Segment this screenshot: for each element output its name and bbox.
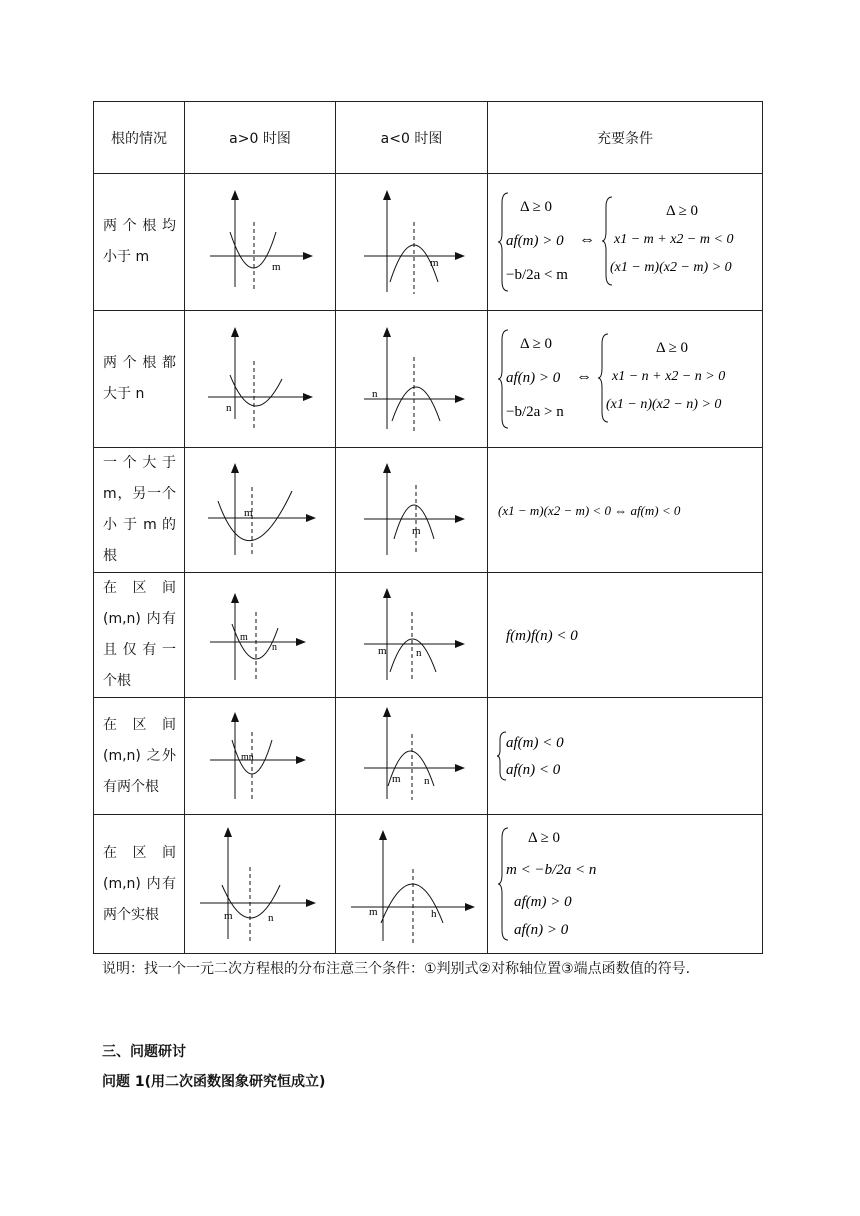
axis-label-mn: mn — [241, 751, 254, 763]
axis-label-n: n — [423, 774, 429, 787]
axis-label-m: m — [391, 772, 401, 785]
graph-a-positive — [185, 698, 336, 815]
axis-label-m: m — [272, 261, 281, 273]
condition-cell — [488, 311, 763, 448]
svg-text:Δ ≥ 0: Δ ≥ 0 — [656, 340, 689, 356]
graph-a-negative — [336, 448, 488, 573]
case-description: 一 个 大 于 m，另一个 小 于 m 的 根 — [94, 448, 185, 573]
parabola-down-graph — [342, 319, 482, 439]
case-description: 在 区 间 (m,n) 内有 且 仅 有 一 个根 — [94, 573, 185, 698]
parabola-down-graph — [342, 704, 482, 809]
parabola-down-graph — [342, 455, 482, 565]
condition-formula — [496, 495, 751, 525]
axis-label-n: n — [371, 388, 377, 400]
axis-label-n: n — [226, 402, 232, 414]
condition-formula — [496, 726, 751, 786]
parabola-down-graph — [339, 819, 484, 949]
root-distribution-table — [93, 101, 763, 954]
condition-cell — [488, 174, 763, 311]
graph-a-positive — [185, 815, 336, 954]
svg-text:(x1 − m)(x2 − m) < 0 ⇔ af(m) <: (x1 − m)(x2 − m) < 0 ⇔ af(m) < 0 — [498, 503, 681, 518]
axis-label-n: n — [272, 642, 277, 653]
parabola-down-graph — [342, 580, 482, 690]
table-header-row — [94, 102, 763, 174]
section-heading: 三、问题研讨 — [102, 1044, 186, 1060]
condition-cell — [488, 698, 763, 815]
svg-text:(x1 − n)(x2 − n) > 0: (x1 − n)(x2 − n) > 0 — [606, 397, 722, 412]
svg-text:−b/2a < m: −b/2a < m — [506, 267, 568, 283]
condition-cell — [488, 448, 763, 573]
case-description: 两 个 根 都 大于 n — [94, 311, 185, 448]
axis-label-n: n — [267, 912, 273, 924]
svg-text:x1 − n + x2 − n > 0: x1 − n + x2 − n > 0 — [612, 369, 726, 384]
axis-label-m: m — [377, 645, 387, 657]
condition-cell — [488, 573, 763, 698]
svg-text:m < −b/2a < n: m < −b/2a < n — [506, 861, 597, 878]
condition-cell — [488, 815, 763, 954]
condition-formula — [496, 822, 751, 947]
question-heading: 问题 1(用二次函数图象研究恒成立) — [102, 1074, 326, 1090]
axis-label-m: m — [244, 507, 253, 519]
graph-a-positive — [185, 174, 336, 311]
parabola-down-graph — [342, 182, 482, 302]
header-a-positive: a>0 时图 — [185, 102, 336, 174]
graph-a-positive — [185, 448, 336, 573]
parabola-up-graph — [190, 182, 330, 302]
svg-text:x1 − m + x2 − m < 0: x1 − m + x2 − m < 0 — [614, 232, 734, 247]
graph-a-negative — [336, 698, 488, 815]
case-description: 两 个 根 均 小于 m — [94, 174, 185, 311]
svg-text:af(m) > 0: af(m) > 0 — [506, 233, 564, 249]
svg-text:−b/2a > n: −b/2a > n — [506, 404, 564, 420]
svg-text:Δ ≥ 0: Δ ≥ 0 — [520, 199, 553, 215]
case-description: 在 区 间 (m,n) 内有 两个实根 — [94, 815, 185, 954]
graph-a-negative — [336, 815, 488, 954]
axis-label-h: h — [431, 908, 437, 920]
svg-text:⇔: ⇔ — [579, 231, 595, 248]
graph-a-negative — [336, 311, 488, 448]
header-a-negative: a<0 时图 — [336, 102, 488, 174]
table-row — [94, 174, 763, 311]
explanation-note: 说明：找一个一元二次方程根的分布注意三个条件：①判别式②对称轴位置③端点函数值的符号. — [102, 961, 691, 977]
table-row — [94, 448, 763, 573]
condition-formula — [496, 187, 751, 297]
axis-label-m: m — [429, 257, 439, 269]
axis-label-m: m — [223, 910, 233, 922]
header-root-case: 根的情况 — [94, 102, 185, 174]
svg-text:(x1 − m)(x2 − m) > 0: (x1 − m)(x2 − m) > 0 — [610, 260, 732, 275]
svg-text:af(n) < 0: af(n) < 0 — [506, 762, 561, 778]
parabola-up-graph — [188, 819, 333, 949]
table-row — [94, 815, 763, 954]
table-row — [94, 311, 763, 448]
svg-text:af(m) > 0: af(m) > 0 — [514, 893, 572, 910]
case-description: 在 区 间 (m,n) 之外 有两个根 — [94, 698, 185, 815]
condition-formula — [496, 620, 751, 650]
svg-text:⇔: ⇔ — [576, 368, 592, 385]
svg-text:af(n) > 0: af(n) > 0 — [506, 370, 561, 386]
axis-label-m: m — [369, 906, 378, 918]
table-row — [94, 573, 763, 698]
axis-label-m: m — [240, 632, 248, 643]
parabola-up-graph — [190, 580, 330, 690]
parabola-up-graph — [190, 455, 330, 565]
graph-a-positive — [185, 573, 336, 698]
svg-text:f(m)f(n) < 0: f(m)f(n) < 0 — [506, 628, 578, 644]
graph-a-negative — [336, 174, 488, 311]
graph-a-negative — [336, 573, 488, 698]
svg-text:Δ ≥ 0: Δ ≥ 0 — [666, 203, 699, 219]
axis-label-m: m — [411, 525, 421, 537]
table-row — [94, 698, 763, 815]
parabola-up-graph — [190, 319, 330, 439]
svg-text:Δ ≥ 0: Δ ≥ 0 — [520, 336, 553, 352]
header-condition: 充要条件 — [488, 102, 763, 174]
svg-text:af(m) < 0: af(m) < 0 — [506, 735, 564, 751]
parabola-up-graph — [190, 704, 330, 809]
svg-text:af(n) > 0: af(n) > 0 — [514, 921, 569, 938]
condition-formula — [496, 324, 751, 434]
svg-text:Δ ≥ 0: Δ ≥ 0 — [528, 829, 561, 846]
graph-a-positive — [185, 311, 336, 448]
axis-label-n: n — [415, 647, 421, 659]
